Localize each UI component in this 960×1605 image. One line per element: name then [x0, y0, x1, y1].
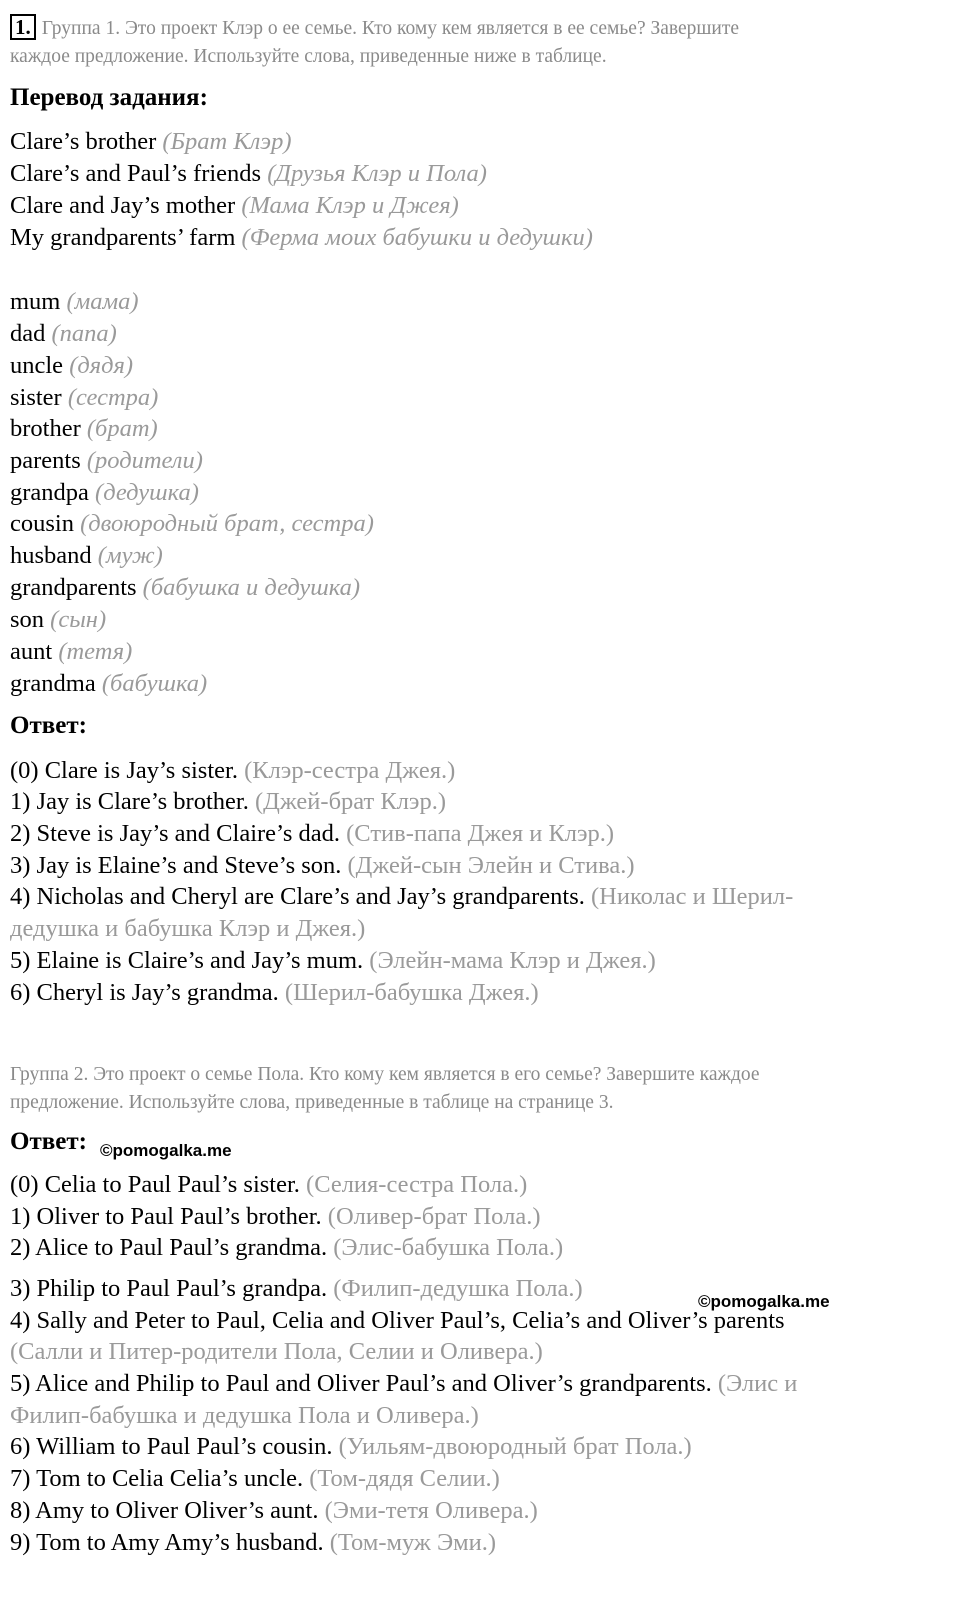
phrase-ru: (Друзья Клэр и Пола): [267, 160, 487, 187]
answer-row: [10, 1275, 583, 1303]
vocab-en: mum: [10, 288, 61, 315]
answer-ru: (Эми-тетя Оливера.): [324, 1497, 538, 1524]
phrase-row: [10, 160, 487, 188]
vocab-ru: (бабушка): [101, 670, 208, 697]
answer-en: 7) Tom to Celia Celia’s uncle.: [10, 1465, 304, 1492]
answer-ru: (Филип-дедушка Пола.): [333, 1275, 583, 1302]
vocab-row: [10, 638, 132, 666]
answer-en: 6) William to Paul Paul’s cousin.: [10, 1433, 333, 1460]
answer-row: [10, 883, 793, 911]
answer-en: 1) Jay is Clare’s brother.: [10, 788, 249, 815]
phrase-en: Clare’s brother: [10, 128, 157, 155]
vocab-en: uncle: [10, 352, 64, 379]
vocab-ru: (дядя): [69, 352, 134, 379]
vocab-ru: (сестра): [67, 384, 159, 411]
answer-1-heading: Ответ:: [10, 712, 87, 739]
answer-ru: (Селия-сестра Пола.): [306, 1171, 528, 1198]
vocab-ru: (сын): [50, 606, 107, 633]
answer-en: 8) Amy to Oliver Oliver’s aunt.: [10, 1497, 319, 1524]
answer-ru: (Уильям-двоюродный брат Пола.): [338, 1433, 692, 1460]
answer-en: 3) Jay is Elaine’s and Steve’s son.: [10, 852, 342, 879]
answer-ru: Филип-бабушка и дедушка Пола и Оливера.): [10, 1402, 479, 1429]
vocab-ru: (муж): [97, 542, 163, 569]
answer-ru: (Том-муж Эми.): [329, 1529, 497, 1556]
phrase-ru: (Брат Клэр): [162, 128, 292, 155]
task-2-line-1: Группа 2. Это проект о семье Пола. Кто кому кем является в его семье? Завершите каждое: [10, 1064, 760, 1085]
vocab-ru: (тетя): [58, 638, 133, 665]
phrase-row: [10, 128, 292, 156]
answer-row: [10, 757, 455, 785]
vocab-row: [10, 384, 158, 412]
task-1-text-1: Группа 1. Это проект Клэр о ее семье. Кто кому кем является в ее семье? Завершите: [41, 18, 740, 39]
vocab-ru: (папа): [51, 320, 117, 347]
answer-2-heading: Ответ:: [10, 1128, 87, 1155]
answer-row: [10, 979, 539, 1007]
vocab-ru: (мама): [66, 288, 139, 315]
answer-row: [10, 820, 614, 848]
vocab-en: brother: [10, 415, 81, 442]
phrase-en: Clare and Jay’s mother: [10, 192, 236, 219]
task-number: 1.: [10, 14, 36, 40]
task-2-line-2: предложение. Используйте слова, приведенные в таблице на странице 3.: [10, 1092, 614, 1113]
vocab-en: husband: [10, 542, 92, 569]
answer-ru: (Джей-брат Клэр.): [254, 788, 446, 815]
vocab-ru: (бабушка и дедушка): [142, 574, 361, 601]
vocab-row: [10, 447, 203, 475]
vocab-row: [10, 288, 139, 316]
answer-en: 5) Alice and Philip to Paul and Oliver Paul’s and Oliver’s grandparents.: [10, 1370, 712, 1397]
answer-en: 4) Nicholas and Cheryl are Clare’s and Jay’s grandparents.: [10, 883, 585, 910]
phrase-ru: (Мама Клэр и Джея): [241, 192, 459, 219]
vocab-en: grandpa: [10, 479, 89, 506]
phrase-en: My grandparents’ farm: [10, 224, 236, 251]
phrase-row: [10, 192, 459, 220]
vocab-row: [10, 606, 106, 634]
answer-row-continuation: [10, 1338, 543, 1366]
answer-ru: (Стив-папа Джея и Клэр.): [346, 820, 615, 847]
answer-en: (0) Celia to Paul Paul’s sister.: [10, 1171, 300, 1198]
vocab-ru: (дедушка): [95, 479, 199, 506]
vocab-ru: (двоюродный брат, сестра): [80, 510, 374, 537]
answer-en: (0) Clare is Jay’s sister.: [10, 757, 238, 784]
vocab-ru: (родители): [86, 447, 203, 474]
answer-ru: (Николас и Шерил-: [591, 883, 794, 910]
answer-row-continuation: [10, 915, 365, 943]
answer-row: [10, 947, 656, 975]
answer-ru: (Элейн-мама Клэр и Джея.): [369, 947, 656, 974]
answer-en: 3) Philip to Paul Paul’s grandpa.: [10, 1275, 328, 1302]
answer-en: 2) Steve is Jay’s and Claire’s dad.: [10, 820, 341, 847]
vocab-en: sister: [10, 384, 62, 411]
vocab-row: [10, 670, 207, 698]
answer-ru: (Джей-сын Элейн и Стива.): [347, 852, 635, 879]
answer-en: 9) Tom to Amy Amy’s husband.: [10, 1529, 324, 1556]
answer-row: [10, 1433, 692, 1461]
answer-en: 5) Elaine is Claire’s and Jay’s mum.: [10, 947, 364, 974]
answer-ru: (Клэр-сестра Джея.): [244, 757, 456, 784]
vocab-row: [10, 320, 117, 348]
answer-ru: (Салли и Питер-родители Пола, Селии и Оливера.): [10, 1338, 543, 1365]
vocab-row: [10, 415, 158, 443]
watermark: ©pomogalka.me: [698, 1292, 830, 1311]
phrase-row: [10, 224, 593, 252]
vocab-en: dad: [10, 320, 46, 347]
answer-ru: (Шерил-бабушка Джея.): [284, 979, 539, 1006]
translation-heading: Перевод задания:: [10, 84, 208, 111]
answer-en: 4) Sally and Peter to Paul, Celia and Oliver Paul’s, Celia’s and Oliver’s parents: [10, 1307, 785, 1334]
task-1-text-2: каждое предложение. Используйте слова, приведенные ниже в таблице.: [10, 46, 607, 67]
vocab-en: aunt: [10, 638, 53, 665]
vocab-row: [10, 542, 163, 570]
vocab-ru: (брат): [86, 415, 158, 442]
vocab-row: [10, 574, 360, 602]
vocab-row: [10, 479, 199, 507]
answer-row: [10, 1370, 797, 1398]
answer-ru: (Элис и: [717, 1370, 798, 1397]
phrase-en: Clare’s and Paul’s friends: [10, 160, 262, 187]
answer-ru: (Элис-бабушка Пола.): [333, 1234, 564, 1261]
vocab-en: son: [10, 606, 45, 633]
answer-row: [10, 1203, 541, 1231]
answer-row: [10, 788, 446, 816]
vocab-row: [10, 510, 374, 538]
vocab-en: cousin: [10, 510, 74, 537]
answer-row: [10, 1307, 785, 1335]
vocab-en: grandma: [10, 670, 96, 697]
answer-en: 1) Oliver to Paul Paul’s brother.: [10, 1203, 322, 1230]
phrase-ru: (Ферма моих бабушки и дедушки): [241, 224, 593, 251]
answer-row: [10, 1497, 538, 1525]
answer-row: [10, 1465, 500, 1493]
answer-ru: (Оливер-брат Пола.): [327, 1203, 541, 1230]
answer-ru: дедушка и бабушка Клэр и Джея.): [10, 915, 366, 942]
answer-row: [10, 852, 634, 880]
answer-row-continuation: [10, 1402, 479, 1430]
answer-row: [10, 1529, 496, 1557]
watermark: ©pomogalka.me: [100, 1141, 232, 1160]
task-1-line-1: [10, 14, 739, 43]
answer-row: [10, 1171, 527, 1199]
answer-row: [10, 1234, 563, 1262]
task-1-line-2: [10, 42, 607, 71]
vocab-row: [10, 352, 133, 380]
vocab-en: parents: [10, 447, 81, 474]
answer-en: 6) Cheryl is Jay’s grandma.: [10, 979, 279, 1006]
answer-en: 2) Alice to Paul Paul’s grandma.: [10, 1234, 328, 1261]
vocab-en: grandparents: [10, 574, 137, 601]
answer-ru: (Том-дядя Селии.): [309, 1465, 500, 1492]
